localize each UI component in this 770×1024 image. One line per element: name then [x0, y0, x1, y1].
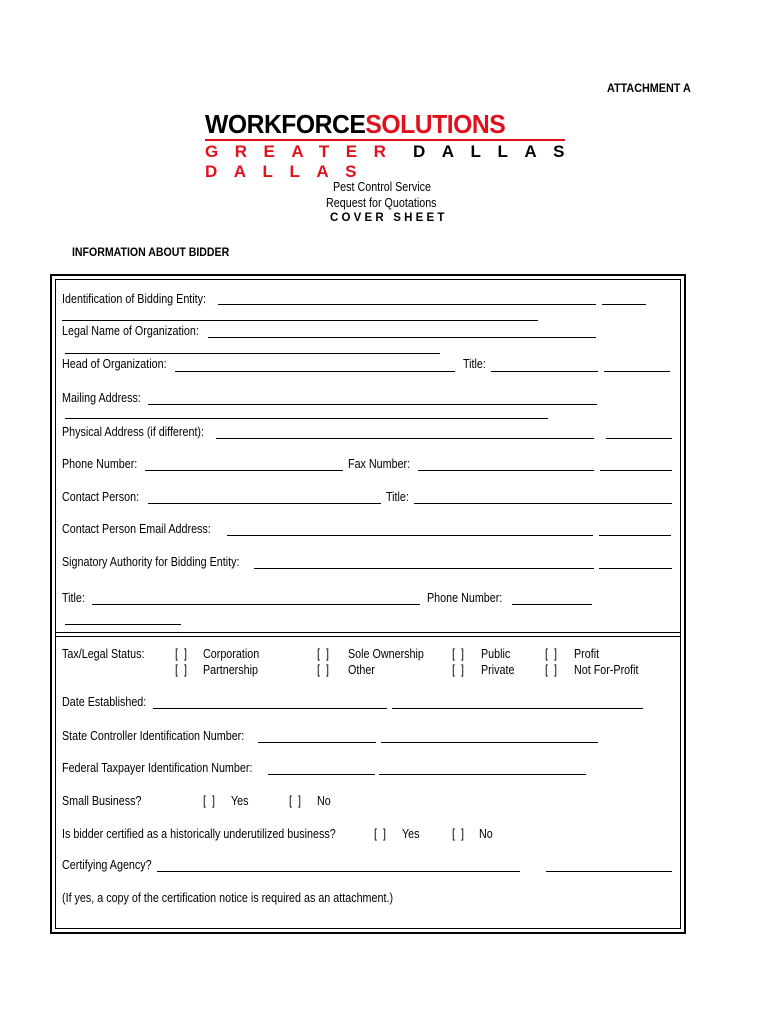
- date-established-label: Date Established:: [62, 695, 147, 709]
- fax-field-2[interactable]: [600, 470, 672, 471]
- head-title-field-2[interactable]: [604, 371, 670, 372]
- date-established-field-2[interactable]: [392, 708, 643, 709]
- attachment-label: ATTACHMENT A: [607, 81, 691, 95]
- checkbox-corporation[interactable]: [ ]: [175, 647, 187, 661]
- head-org-label: Head of Organization:: [62, 357, 167, 371]
- phone-label: Phone Number:: [62, 457, 138, 471]
- section-divider-2: [55, 636, 681, 637]
- legal-name-field-2[interactable]: [65, 353, 440, 354]
- state-controller-field-2[interactable]: [381, 742, 598, 743]
- option-public: Public: [481, 647, 511, 661]
- legal-name-field[interactable]: [208, 337, 596, 338]
- small-biz-no-label: No: [317, 794, 331, 808]
- signatory-label: Signatory Authority for Bidding Entity:: [62, 555, 240, 569]
- state-controller-label: State Controller Identification Number:: [62, 729, 245, 743]
- contact-email-field-2[interactable]: [599, 535, 671, 536]
- mailing-label: Mailing Address:: [62, 391, 141, 405]
- checkbox-profit[interactable]: [ ]: [545, 647, 557, 661]
- section-heading: INFORMATION ABOUT BIDDER: [72, 245, 230, 259]
- certification-note: (If yes, a copy of the certification notice is required as an attachment.): [62, 891, 394, 905]
- head-title-label: Title:: [463, 357, 486, 371]
- fax-label: Fax Number:: [348, 457, 411, 471]
- head-org-field[interactable]: [175, 371, 455, 372]
- sig-title-label: Title:: [62, 591, 85, 605]
- checkbox-partnership[interactable]: [ ]: [175, 663, 187, 677]
- contact-title-label: Title:: [386, 490, 409, 504]
- mailing-field[interactable]: [148, 404, 597, 405]
- bidding-entity-field-2[interactable]: [602, 304, 646, 305]
- sig-phone-field[interactable]: [512, 604, 592, 605]
- option-not-for-profit: Not For-Profit: [574, 663, 639, 677]
- cert-agency-field-2[interactable]: [546, 871, 672, 872]
- signatory-field[interactable]: [254, 568, 594, 569]
- phone-field[interactable]: [145, 470, 343, 471]
- date-established-field[interactable]: [153, 708, 387, 709]
- logo-subtitle-dallas: DALLAS: [413, 142, 581, 161]
- option-sole-ownership: Sole Ownership: [348, 647, 424, 661]
- sig-title-field[interactable]: [92, 604, 420, 605]
- fed-tax-label: Federal Taxpayer Identification Number:: [62, 761, 253, 775]
- cert-agency-label: Certifying Agency?: [62, 858, 152, 872]
- signatory-field-2[interactable]: [599, 568, 672, 569]
- logo-word-solutions: SOLUTIONS: [365, 109, 506, 139]
- option-corporation: Corporation: [203, 647, 260, 661]
- title-cover-sheet: C O V E R S H E E T: [330, 212, 445, 224]
- section-divider: [55, 632, 681, 633]
- physical-field[interactable]: [216, 438, 594, 439]
- bidding-entity-field-3[interactable]: [62, 320, 538, 321]
- checkbox-sole-ownership[interactable]: [ ]: [317, 647, 329, 661]
- checkbox-private[interactable]: [ ]: [452, 663, 464, 677]
- small-biz-yes-label: Yes: [231, 794, 249, 808]
- state-controller-field[interactable]: [258, 742, 376, 743]
- tax-status-label: Tax/Legal Status:: [62, 647, 145, 661]
- title-line-2: Request for Quotations: [326, 196, 437, 210]
- checkbox-hub-no[interactable]: [ ]: [452, 827, 464, 841]
- fax-field[interactable]: [418, 470, 594, 471]
- bidding-entity-label: Identification of Bidding Entity:: [62, 292, 207, 306]
- small-business-label: Small Business?: [62, 794, 142, 808]
- bidding-entity-field[interactable]: [218, 304, 596, 305]
- logo-word-workforce: WORKFORCE: [205, 109, 366, 139]
- contact-email-label: Contact Person Email Address:: [62, 522, 211, 536]
- hub-label: Is bidder certified as a historically underutilized business?: [62, 827, 336, 841]
- physical-label: Physical Address (if different):: [62, 425, 205, 439]
- mailing-field-2[interactable]: [65, 418, 548, 419]
- option-partnership: Partnership: [203, 663, 258, 677]
- contact-field[interactable]: [148, 503, 381, 504]
- checkbox-other[interactable]: [ ]: [317, 663, 329, 677]
- legal-name-label: Legal Name of Organization:: [62, 324, 199, 338]
- fed-tax-field[interactable]: [268, 774, 375, 775]
- contact-label: Contact Person:: [62, 490, 140, 504]
- checkbox-small-biz-no[interactable]: [ ]: [289, 794, 301, 808]
- cert-agency-field[interactable]: [157, 871, 520, 872]
- fed-tax-field-2[interactable]: [379, 774, 586, 775]
- sig-title-field-2[interactable]: [65, 624, 181, 625]
- physical-field-2[interactable]: [606, 438, 672, 439]
- workforce-solutions-logo: [205, 109, 521, 181]
- sig-phone-label: Phone Number:: [427, 591, 503, 605]
- checkbox-small-biz-yes[interactable]: [ ]: [203, 794, 215, 808]
- hub-no-label: No: [479, 827, 493, 841]
- logo-subtitle: GREATER DALLAS: [205, 142, 403, 181]
- checkbox-hub-yes[interactable]: [ ]: [374, 827, 386, 841]
- checkbox-not-for-profit[interactable]: [ ]: [545, 663, 557, 677]
- option-private: Private: [481, 663, 515, 677]
- head-title-field[interactable]: [491, 371, 598, 372]
- checkbox-public[interactable]: [ ]: [452, 647, 464, 661]
- option-other: Other: [348, 663, 375, 677]
- contact-title-field[interactable]: [414, 503, 672, 504]
- option-profit: Profit: [574, 647, 600, 661]
- contact-email-field[interactable]: [227, 535, 593, 536]
- hub-yes-label: Yes: [402, 827, 420, 841]
- title-line-1: Pest Control Service: [333, 180, 431, 194]
